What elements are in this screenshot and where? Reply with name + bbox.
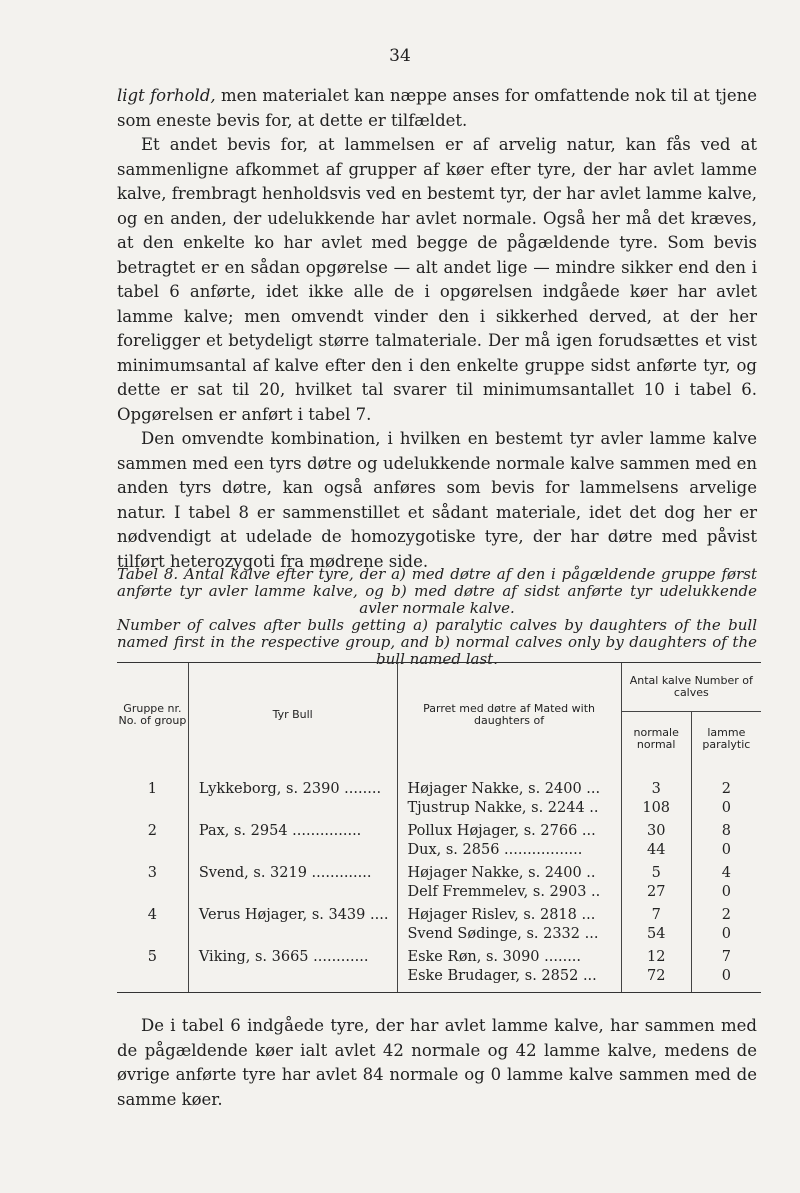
table-row [117,841,761,860]
paralytic-count: 0 [691,799,761,818]
mated-name: Tjustrup Nakke, s. 2244 .. [397,799,621,818]
mated-name: Pollux Højager, s. 2766 ... [397,818,621,841]
group-number: 5 [147,949,158,965]
paragraph [117,84,757,133]
normal-count: 108 [621,799,691,818]
header-bull: Tyr Bull [188,663,397,767]
normal-count: 44 [621,841,691,860]
normal-count: 7 [621,902,691,925]
mated-name: Svend Sødinge, s. 2332 ... [397,925,621,944]
normal-count: 30 [621,818,691,841]
group-number: 1 [147,781,158,797]
table-row [117,925,761,944]
bull-name: Lykkeborg, s. 2390 ........ [188,766,397,799]
normal-count: 72 [621,967,691,993]
paralytic-count: 2 [691,902,761,925]
bull-name: Pax, s. 2954 ............... [188,818,397,841]
normal-count: 3 [621,766,691,799]
group-number: 3 [147,865,158,881]
body-text-before [117,84,757,574]
table-row [117,883,761,902]
bull-name: Viking, s. 3665 ............ [188,944,397,967]
header-normal: normale normal [621,712,691,767]
mated-name: Eske Brudager, s. 2852 ... [397,967,621,993]
paralytic-count: 4 [691,860,761,883]
paralytic-count: 0 [691,883,761,902]
normal-count: 12 [621,944,691,967]
table-row [117,818,761,841]
mated-name: Delf Fremmelev, s. 2903 .. [397,883,621,902]
italic-lead: ligt forhold, [117,86,216,105]
mated-name: Dux, s. 2856 ................. [397,841,621,860]
table-row [117,967,761,993]
header-paralytic: lamme paralytic [691,712,761,767]
group-number: 4 [147,907,158,923]
mated-name: Højager Rislev, s. 2818 ... [397,902,621,925]
normal-count: 27 [621,883,691,902]
paragraph-after [117,1014,757,1112]
table-row [117,860,761,883]
group-number: 2 [147,823,158,839]
paralytic-count: 0 [691,967,761,993]
mated-name: Eske Røn, s. 3090 ........ [397,944,621,967]
paralytic-count: 2 [691,766,761,799]
paralytic-count: 8 [691,818,761,841]
table-row [117,799,761,818]
caption-danish: Tabel 8. Antal kalve efter tyre, der a) med døtre af den i pågældende gruppe først anførte tyr avler lamme kalve, og b) med døtre af sidst anførte tyr udelukkende avler normale kalve. [117,565,757,617]
normal-count: 54 [621,925,691,944]
bull-name: Svend, s. 3219 ............. [188,860,397,883]
paragraph: Den omvendte kombination, i hvilken en bestemt tyr avler lamme kalve sammen med een tyrs døtre og udelukkende normale kalve sammen med en anden tyrs døtre, kan også anføres som bevis for lammelsens arvelige natur. I tabel 8 er sammenstillet et sådant materiale, idet det dog her er nødvendigt at udelade de homozygotiske tyre, der har døtre med påvist tilført heterozygoti fra mødrene side. [117,429,757,571]
bull-name: Verus Højager, s. 3439 .... [188,902,397,925]
table-caption [117,566,757,668]
table-row [117,944,761,967]
paragraph: Et andet bevis for, at lammelsen er af arvelig natur, kan fås ved at sammenligne afkommet af grupper af køer efter tyre, der har avlet lamme kalve, frembragt henholdsvis ved en bestemt tyr, der har avlet lamme kalve, og en anden, der udelukkende har avlet normale. Også her må det kræves, at den enkelte ko har avlet med begge de pågældende tyre. Som bevis betragtet er en sådan opgørelse — alt andet lige — mindre sikker end den i tabel 6 anførte, idet ikke alle de i opgørelsen indgåede køer har avlet lamme kalve; men omvendt vinder den i sikkerhed derved, at der her foreligger et betydeligt større talmateriale. Der må igen forudsættes et vist minimumsantal af kalve efter den i den enkelte gruppe sidst anførte tyr, og dette er sat til 20, hvilket tal svarer til minimumsantallet 10 i tabel 6. Opgørelsen er anført i tabel 7. [117,135,757,424]
mated-name: Højager Nakke, s. 2400 .. [397,860,621,883]
paragraph-text: men materialet kan næppe anses for omfattende nok til at tjene som eneste bevis for, at dette er tilfældet. [117,86,757,130]
caption-english: Number of calves after bulls getting a) paralytic calves by daughters of the bull named first in the respective group, and b) normal calves only by daughters of the bull named last. [117,616,757,668]
header-mated: Parret med døtre af Mated with daughters of [397,663,621,767]
normal-count: 5 [621,860,691,883]
page-number: 34 [389,46,411,66]
header-group: Gruppe nr. No. of group [117,663,188,767]
paralytic-count: 0 [691,925,761,944]
mated-name: Højager Nakke, s. 2400 ... [397,766,621,799]
paralytic-count: 7 [691,944,761,967]
paralytic-count: 0 [691,841,761,860]
table-row [117,766,761,799]
paragraph: De i tabel 6 indgåede tyre, der har avlet lamme kalve, har sammen med de pågældende køer ialt avlet 42 normale og 42 lamme kalve, medens de øvrige anførte tyre har avlet 84 normale og 0 lamme kalve sammen med de samme køer. [117,1016,757,1109]
calves-table [117,662,761,993]
table-row [117,902,761,925]
header-calves: Antal kalve Number of calves [621,663,761,712]
